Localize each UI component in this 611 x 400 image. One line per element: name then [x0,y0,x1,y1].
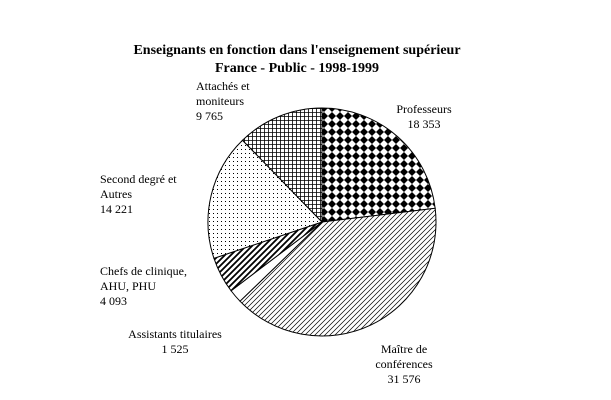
slice-value-label-5: 9 765 [196,109,223,123]
slice-name-label-2: Assistants titulaires [128,327,222,341]
slice-value-label-4: 14 221 [100,202,133,216]
slice-name-label-0: Professeurs [396,102,452,116]
slice-name-label-3: Chefs de clinique, [100,264,187,278]
slice-value-label-3: 4 093 [100,294,127,308]
slice-name-label-1: conférences [375,357,433,371]
chart-title-line-2: France - Public - 1998-1999 [214,61,380,76]
slice-name-label-4: Second degré et [100,172,177,186]
slice-name-label-5: Attachés et [196,79,250,93]
slice-name-label-1: Maître de [380,342,428,356]
slice-value-label-0: 18 353 [407,117,441,131]
slice-name-label-3: AHU, PHU [100,279,157,293]
slice-name-label-4: Autres [100,187,132,201]
slice-value-label-1: 31 576 [387,372,421,386]
slice-name-label-5: moniteurs [196,94,244,108]
pie-slices [208,108,436,336]
slice-value-label-2: 1 525 [161,342,189,356]
chart-title-line-1: Enseignants en fonction dans l'enseignement supérieur [133,43,461,58]
